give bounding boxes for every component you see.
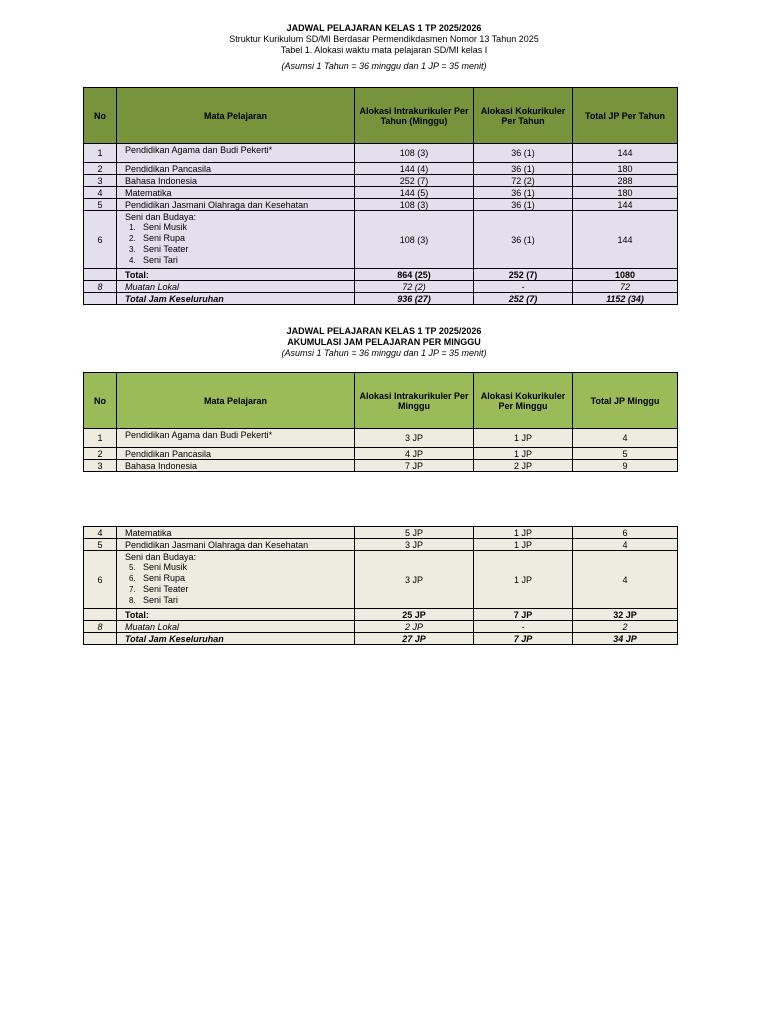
col-header-total: Total JP Minggu: [573, 373, 678, 429]
cell-total: 6: [573, 527, 678, 539]
cell-ko: 36 (1): [474, 163, 573, 175]
sub-subject-number: 7.: [129, 585, 136, 594]
sub-subject-item: [125, 233, 352, 244]
col-header-total: Total JP Per Tahun: [573, 88, 678, 144]
header-block-1: [0, 23, 768, 72]
cell-ko: 1 JP: [474, 429, 573, 448]
sub-subject-label: Seni Teater: [143, 584, 189, 594]
total-row: [84, 269, 678, 281]
subject-group-label: Seni dan Budaya:: [125, 212, 197, 222]
cell-no: 6: [84, 211, 117, 269]
table-row: [84, 429, 678, 448]
cell-ko: 36 (1): [474, 187, 573, 199]
cell-ko: 252 (7): [474, 269, 573, 281]
sub-subject-number: 5.: [129, 563, 136, 572]
sub-subject-label: Seni Musik: [143, 222, 188, 232]
cell-intra: 2 JP: [355, 621, 474, 633]
cell-subject: Pendidikan Agama dan Budi Pekerti*: [117, 144, 355, 163]
cell-subject: Matematika: [117, 527, 355, 539]
cell-intra: 144 (5): [355, 187, 474, 199]
sub-subject-number: 6.: [129, 574, 136, 583]
sub-subject-label: Seni Teater: [143, 244, 189, 254]
cell-grand-total-label: Total Jam Keseluruhan: [117, 633, 355, 645]
cell-intra: 72 (2): [355, 281, 474, 293]
cell-total: 2: [573, 621, 678, 633]
table-row: [84, 187, 678, 199]
cell-no: 4: [84, 187, 117, 199]
sub-subject-item: [125, 244, 352, 255]
table-row: [84, 527, 678, 539]
doc-subtitle-1: Struktur Kurikulum SD/MI Berdasar Permendikdasmen Nomor 13 Tahun 2025: [229, 34, 539, 44]
cell-no: 3: [84, 460, 117, 472]
col-header-intra: Alokasi Intrakurikuler Per Minggu: [355, 373, 474, 429]
cell-intra: 25 JP: [355, 609, 474, 621]
cell-total: 34 JP: [573, 633, 678, 645]
sub-subject-number: 4.: [129, 256, 136, 265]
table-row: [84, 211, 678, 269]
assumption-note-2: (Asumsi 1 Tahun = 36 minggu dan 1 JP = 35 menit): [281, 348, 487, 358]
cell-no: 2: [84, 163, 117, 175]
cell-subject: Bahasa Indonesia: [117, 460, 355, 472]
cell-ko: 7 JP: [474, 633, 573, 645]
cell-total: 72: [573, 281, 678, 293]
table-row: [84, 163, 678, 175]
muatan-lokal-row: [84, 621, 678, 633]
grand-total-row: [84, 633, 678, 645]
cell-ko: 36 (1): [474, 211, 573, 269]
sub-subject-number: 8.: [129, 596, 136, 605]
cell-ko: 1 JP: [474, 448, 573, 460]
cell-no: 1: [84, 429, 117, 448]
cell-ko: -: [474, 281, 573, 293]
cell-no: [84, 269, 117, 281]
cell-intra: 7 JP: [355, 460, 474, 472]
cell-subject: Muatan Lokal: [117, 281, 355, 293]
cell-total: 4: [573, 539, 678, 551]
cell-total: 4: [573, 551, 678, 609]
cell-no: 3: [84, 175, 117, 187]
header-block-2: [0, 326, 768, 359]
sub-subject-label: Seni Rupa: [143, 573, 186, 583]
table-annual-allocation: [83, 87, 678, 305]
cell-no: 1: [84, 144, 117, 163]
cell-subject: [117, 211, 355, 269]
cell-subject: Pendidikan Agama dan Budi Pekerti*: [117, 429, 355, 448]
table-header-row: [84, 373, 678, 429]
table-row: [84, 460, 678, 472]
cell-total-label: Total:: [117, 269, 355, 281]
cell-no: 8: [84, 621, 117, 633]
cell-grand-total-label: Total Jam Keseluruhan: [117, 293, 355, 305]
cell-intra: 4 JP: [355, 448, 474, 460]
cell-intra: 108 (3): [355, 211, 474, 269]
doc-subtitle-2: AKUMULASI JAM PELAJARAN PER MINGGU: [287, 337, 481, 347]
doc-title-2: JADWAL PELAJARAN KELAS 1 TP 2025/2026: [286, 326, 482, 336]
cell-no: 6: [84, 551, 117, 609]
table-row: [84, 175, 678, 187]
cell-ko: -: [474, 621, 573, 633]
cell-no: [84, 633, 117, 645]
cell-ko: 7 JP: [474, 609, 573, 621]
assumption-note-1: (Asumsi 1 Tahun = 36 minggu dan 1 JP = 35 menit): [281, 61, 487, 71]
subject-group-label: Seni dan Budaya:: [125, 552, 197, 562]
sub-subject-number: 1.: [129, 223, 136, 232]
col-header-subject: Mata Pelajaran: [117, 373, 355, 429]
table-row: [84, 199, 678, 211]
cell-no: 5: [84, 199, 117, 211]
cell-total: 288: [573, 175, 678, 187]
sub-subject-item: [125, 595, 352, 606]
table-weekly-allocation: [83, 372, 678, 472]
cell-intra: 936 (27): [355, 293, 474, 305]
table-weekly-allocation-continued: [83, 526, 678, 645]
col-header-intra: Alokasi Intrakurikuler Per Tahun (Minggu): [355, 88, 474, 144]
cell-intra: 144 (4): [355, 163, 474, 175]
table-row: [84, 144, 678, 163]
sub-subject-label: Seni Tari: [143, 595, 178, 605]
sub-subject-number: 3.: [129, 245, 136, 254]
sub-subject-item: [125, 255, 352, 266]
table-row: [84, 448, 678, 460]
cell-total: 1152 (34): [573, 293, 678, 305]
col-header-subject: Mata Pelajaran: [117, 88, 355, 144]
doc-title-1: JADWAL PELAJARAN KELAS 1 TP 2025/2026: [286, 23, 482, 33]
cell-total: 5: [573, 448, 678, 460]
cell-intra: 864 (25): [355, 269, 474, 281]
sub-subject-item: [125, 584, 352, 595]
cell-intra: 108 (3): [355, 144, 474, 163]
cell-subject: Bahasa Indonesia: [117, 175, 355, 187]
muatan-lokal-row: [84, 281, 678, 293]
cell-ko: 252 (7): [474, 293, 573, 305]
col-header-ko: Alokasi Kokurikuler Per Minggu: [474, 373, 573, 429]
cell-ko: 72 (2): [474, 175, 573, 187]
cell-subject: Matematika: [117, 187, 355, 199]
cell-total: 144: [573, 211, 678, 269]
cell-ko: 36 (1): [474, 199, 573, 211]
sub-subject-number: 2.: [129, 234, 136, 243]
col-header-ko: Alokasi Kokurikuler Per Tahun: [474, 88, 573, 144]
cell-no: [84, 293, 117, 305]
cell-subject: Pendidikan Pancasila: [117, 163, 355, 175]
cell-subject: Pendidikan Pancasila: [117, 448, 355, 460]
cell-subject: Muatan Lokal: [117, 621, 355, 633]
cell-subject: Pendidikan Jasmani Olahraga dan Kesehatan: [117, 539, 355, 551]
col-header-no: No: [84, 373, 117, 429]
table-row: [84, 551, 678, 609]
cell-intra: 252 (7): [355, 175, 474, 187]
cell-no: 2: [84, 448, 117, 460]
cell-total: 9: [573, 460, 678, 472]
cell-intra: 108 (3): [355, 199, 474, 211]
cell-intra: 5 JP: [355, 527, 474, 539]
sub-subject-label: Seni Tari: [143, 255, 178, 265]
table-header-row: [84, 88, 678, 144]
cell-no: 8: [84, 281, 117, 293]
cell-ko: 1 JP: [474, 539, 573, 551]
cell-total: 32 JP: [573, 609, 678, 621]
grand-total-row: [84, 293, 678, 305]
sub-subject-label: Seni Rupa: [143, 233, 186, 243]
cell-subject: Pendidikan Jasmani Olahraga dan Kesehatan: [117, 199, 355, 211]
cell-ko: 1 JP: [474, 551, 573, 609]
cell-total-label: Total:: [117, 609, 355, 621]
sub-subject-item: [125, 222, 352, 233]
cell-subject: [117, 551, 355, 609]
cell-total: 1080: [573, 269, 678, 281]
cell-intra: 3 JP: [355, 429, 474, 448]
cell-total: 180: [573, 163, 678, 175]
cell-intra: 27 JP: [355, 633, 474, 645]
cell-ko: 36 (1): [474, 144, 573, 163]
table-row: [84, 539, 678, 551]
cell-intra: 3 JP: [355, 539, 474, 551]
cell-ko: 2 JP: [474, 460, 573, 472]
cell-no: [84, 609, 117, 621]
cell-no: 5: [84, 539, 117, 551]
cell-total: 144: [573, 144, 678, 163]
total-row: [84, 609, 678, 621]
sub-subject-item: [125, 573, 352, 584]
cell-total: 4: [573, 429, 678, 448]
sub-subject-label: Seni Musik: [143, 562, 188, 572]
cell-intra: 3 JP: [355, 551, 474, 609]
cell-ko: 1 JP: [474, 527, 573, 539]
table-caption-1: Tabel 1. Alokasi waktu mata pelajaran SD/MI kelas I: [280, 45, 488, 55]
cell-total: 144: [573, 199, 678, 211]
sub-subject-item: [125, 562, 352, 573]
col-header-no: No: [84, 88, 117, 144]
cell-no: 4: [84, 527, 117, 539]
cell-total: 180: [573, 187, 678, 199]
